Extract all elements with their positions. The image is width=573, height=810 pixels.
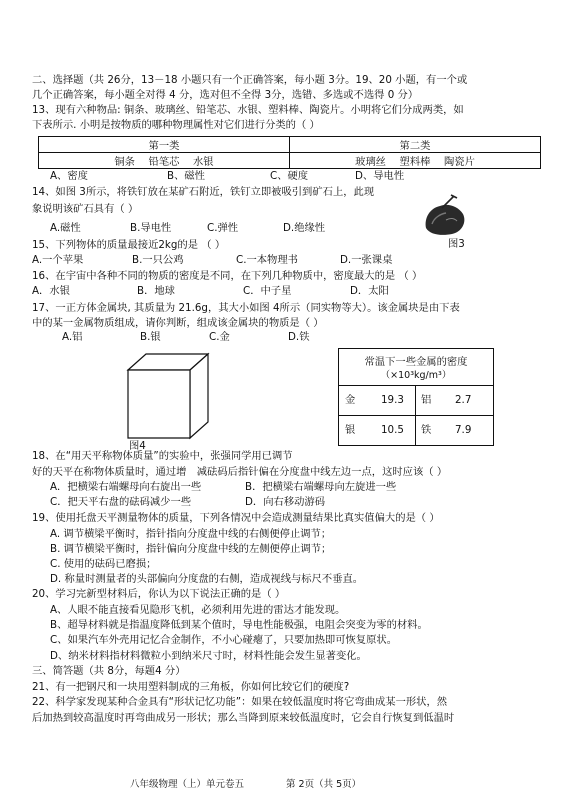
section2-title-cont: 几个正确答案，每小题全对得 4 分，选对但不全得 3分，选错、多选或不选得 0 分） (32, 89, 419, 101)
page-number: 第 2页（共 5页） (286, 779, 362, 790)
metal-name: 金 (345, 394, 356, 406)
q13-option-a: A、密度 (50, 170, 88, 182)
question-22-cont: 后加热到较高温度时再弯曲成另一形状；那么当降到原来较低温度时，它会自行恢复到低温时 (32, 712, 455, 724)
question-17: 17、一正方体金属块, 其质量为 21.6g，其大小如图 4所示（同实物等大）。该金属块是由下表 (32, 302, 460, 314)
q13-option-d: D、导电性 (355, 170, 405, 182)
question-14-cont: 象说明该矿石具有（ ） (32, 203, 139, 215)
question-13-cont: 下表所示. 小明是按物质的哪种物理属性对它们进行分类的（ ） (32, 119, 320, 131)
metal-density: 10.5 (381, 424, 404, 436)
table-cell-first: 铜条 铅笔芯 水银 (39, 153, 290, 169)
question-20: 20、学习完新型材料后，你认为以下说法正确的是（ ） (32, 588, 286, 600)
q17-option-a: A.铝 (62, 331, 83, 343)
q14-option-d: D.绝缘性 (283, 222, 326, 234)
q18-option-b: B．把横梁右端螺母向左旋进一些 (245, 481, 397, 493)
q16-option-b: B．地球 (137, 285, 175, 297)
metal-cube-figure (126, 352, 210, 440)
figure-3-caption: 图3 (448, 238, 465, 250)
q20-option-a: A、人眼不能直接看见隐形飞机，必须利用先进的雷达才能发现。 (50, 604, 346, 616)
q18-option-d: D．向右移动游码 (245, 496, 326, 508)
table-head-second: 第二类 (290, 137, 541, 153)
q16-option-c: C．中子星 (243, 285, 292, 297)
q19-option-c: C. 使用的砝码已磨损； (50, 558, 157, 570)
table-head-first: 第一类 (39, 137, 290, 153)
q17-option-b: B.银 (140, 331, 161, 343)
q15-option-b: B.一只公鸡 (132, 254, 184, 266)
question-18-cont: 好的天平在称物体质量时，通过增 减砝码后指针偏在分度盘中线左边一点，这时应该（ ） (32, 466, 448, 478)
density-table-title: 常温下一些金属的密度 (364, 356, 468, 368)
q13-option-c: C、硬度 (270, 170, 309, 182)
ore-with-nail-image (420, 194, 470, 238)
q18-option-a: A．把横梁右端螺母向右旋出一些 (50, 481, 202, 493)
q19-option-b: B. 调节横梁平衡时，指针偏向分度盘中线的左侧便停止调节； (50, 543, 332, 555)
footer-title: 八年级物理（上）单元卷五 (130, 779, 245, 790)
q16-option-a: A．水银 (32, 285, 70, 297)
q20-option-b: B、超导材料就是指温度降低到某个值时，导电性能极强，电阻会突变为零的材料。 (50, 619, 428, 631)
density-table-header (339, 349, 493, 386)
question-21: 21、有一把钢尺和一块用塑料制成的三角板，你如何比较它们的硬度? (32, 681, 350, 693)
q17-option-d: D.铁 (288, 331, 310, 343)
density-table (338, 348, 494, 446)
density-row (339, 386, 493, 416)
q14-option-b: B.导电性 (130, 222, 172, 234)
density-table-divider (415, 386, 416, 445)
question-19: 19、使用托盘天平测量物体的质量，下列各情况中会造成测量结果比真实值偏大的是（ ） (32, 512, 440, 524)
q20-option-d: D、纳米材料指材料微粒小到纳米尺寸时，材料性能会发生显著变化。 (50, 650, 367, 662)
metal-density: 19.3 (381, 394, 404, 406)
question-16: 16、在宇宙中各种不同的物质的密度是不同，在下列几种物质中，密度最大的是 （ ） (32, 270, 423, 282)
metal-name: 铁 (421, 424, 432, 436)
q13-option-b: B、磁性 (167, 170, 205, 182)
question-14: 14、如图 3所示，将铁钉放在某矿石附近，铁钉立即被吸引到矿石上，此现 (32, 186, 375, 198)
q15-option-a: A.一个苹果 (32, 254, 84, 266)
q15-option-c: C.一本物理书 (236, 254, 298, 266)
classification-table (38, 136, 541, 169)
question-13: 13、现有六种物品: 铜条、玻璃丝、铅笔芯、水银、塑料棒、陶瓷片。小明将它们分成两类，如 (32, 104, 464, 116)
table-cell-second: 玻璃丝 塑料棒 陶瓷片 (290, 153, 541, 169)
section3-title: 三、简答题（共 8分，每题4 分） (32, 665, 186, 677)
q16-option-d: D．太阳 (350, 285, 389, 297)
q14-option-c: C.弹性 (207, 222, 239, 234)
q18-option-c: C．把天平右盘的砝码减少一些 (50, 496, 192, 508)
metal-name: 铝 (421, 394, 432, 406)
q15-option-d: D.一张课桌 (340, 254, 393, 266)
q14-option-a: A.磁性 (50, 222, 81, 234)
q19-option-a: A. 调节横梁平衡时，指针指向分度盘中线的右侧便停止调节； (50, 528, 332, 540)
density-table-unit: （×10³kg/m³） (380, 370, 452, 381)
section2-title: 二、选择题（共 26分，13－18 小题只有一个正确答案，每小题 3分。19、20 小题，有一个或 (32, 74, 468, 86)
question-22: 22、科学家发现某种合金具有“形状记忆功能”：如果在较低温度时将它弯曲成某一形状，然 (32, 696, 448, 708)
q17-option-c: C.金 (209, 331, 230, 343)
q20-option-c: C、如果汽车外壳用记忆合金制作，不小心碰瘪了，只要加热即可恢复原状。 (50, 634, 397, 646)
metal-name: 银 (345, 424, 356, 436)
question-18: 18、在“用天平称物体质量”的实验中，张强同学用已调节 (32, 450, 293, 462)
density-row (339, 416, 493, 445)
metal-density: 2.7 (455, 394, 472, 406)
question-15: 15、下列物体的质量最接近2kg的是 （ ） (32, 239, 226, 251)
question-17-cont: 中的某一金属物质组成，请你判断，组成该金属块的物质是（ ） (32, 317, 324, 329)
figure-4-caption: 图4 (129, 440, 146, 452)
q19-option-d: D. 称量时测量者的头部偏向分度盘的右侧，造成视线与标尺不垂直。 (50, 573, 364, 585)
metal-density: 7.9 (455, 424, 472, 436)
